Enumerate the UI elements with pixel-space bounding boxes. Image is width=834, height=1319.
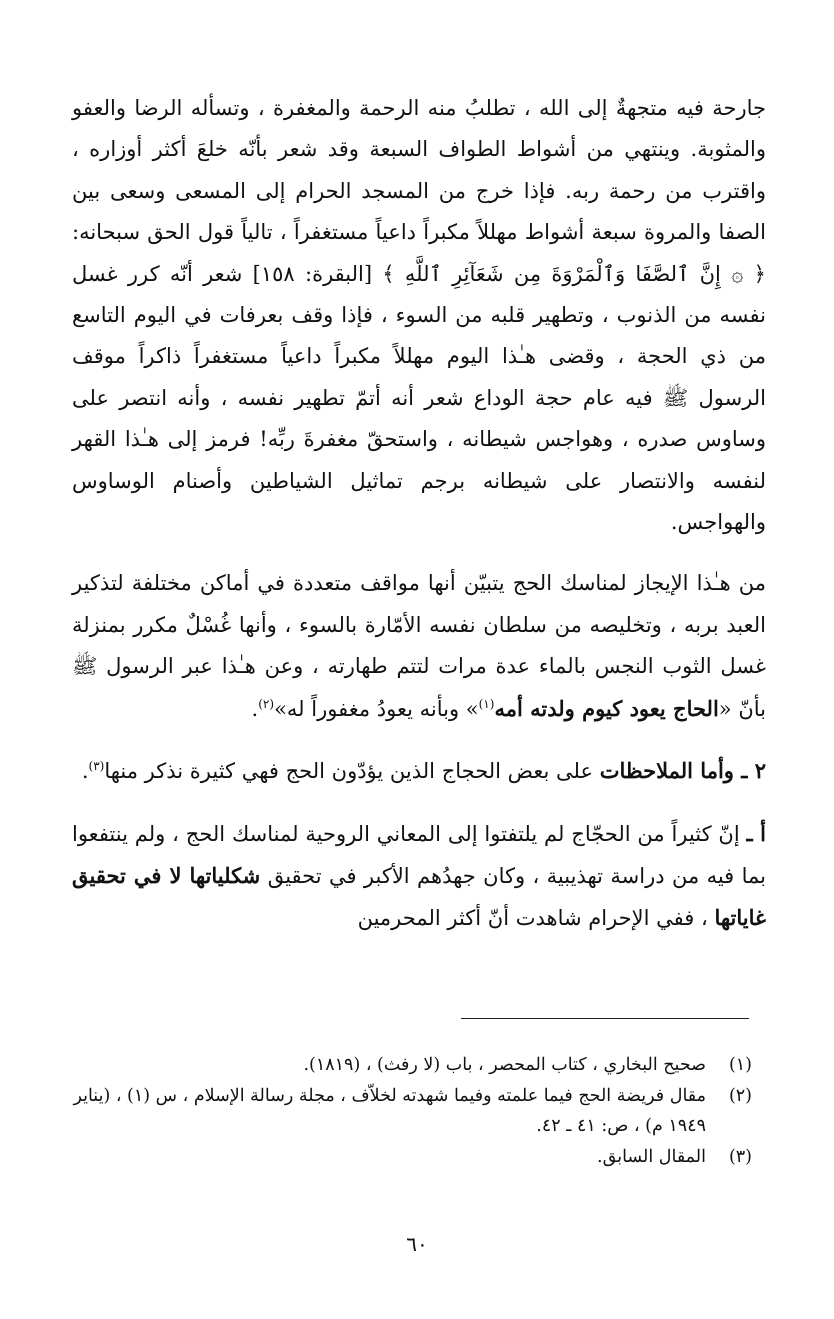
footnote-1 xyxy=(72,1050,752,1081)
paragraph-hajj-rites xyxy=(72,88,766,543)
paragraph-point-a xyxy=(72,813,766,940)
footnote-number: (٢) xyxy=(728,1085,752,1106)
footnote-number: (٣) xyxy=(728,1146,752,1167)
footnote-2 xyxy=(72,1081,752,1142)
footnote-text: صحيح البخاري ، كتاب المحصر ، باب (لا رفث) ، (١٨١٩). xyxy=(303,1055,706,1075)
footnote-ref-3[interactable]: (٣) xyxy=(88,759,105,774)
page-number: ٦٠ xyxy=(406,1232,428,1256)
paragraph-text: إنّ كثيراً من الحجّاج لم يلتفتوا إلى المعاني الروحية لمناسك الحج ، ولم ينتفعوا بما فيه من دراسة تهذيبية ، وكان جهدُهم الأكبر في تحقيق xyxy=(72,821,766,888)
paragraph-end: . xyxy=(251,696,259,721)
footnote-3 xyxy=(72,1142,752,1173)
paragraph-observations xyxy=(72,750,766,792)
paragraph-text: جارحة فيه متجهةٌ إلى الله ، تطلبُ منه الرحمة والمغفرة ، وتسأله الرضا والعفو والمثوبة. وينتهي من أشواط الطواف السبعة وقد شعر بأنّه خلعَ أكثر أوزاره ، واقترب من رحمة ربه. فإذا خرج من المسجد الحرام إلى المسعى وسعى بين الصفا والمروة سبعة أشواط مهللاً مكبراً داعياً مستغفراً ، تالياً قول الحق سبحانه: ﴿ ۞ إِنَّ ٱلصَّفَا وَٱلْمَرْوَةَ مِن شَعَآئِرِ ٱللَّهِ ﴾ [البقرة: ١٥٨] شعر أنّه كرر غسل نفسه من الذنوب ، وتطهير قلبه من السوء ، فإذا وقف بعرفات في اليوم التاسع من ذي الحجة ، وقضى هـٰذا اليوم مهللاً مكبراً داعياً مستغفراً ذاكراً موقف الرسول ﷺ فيه عام حجة الوداع شعر أنه أتمّ تطهير نفسه ، وأنه انتصر على وساوس صدره ، وهواجس شيطانه ، واستحقّ مغفرةَ ربِّه! فرمز إلى هـٰذا القهر لنفسه والانتصار على شيطانه برجم تماثيل الشياطين وأصنام الوساوس والهواجس. xyxy=(72,96,766,535)
paragraph-text: » وبأنه يعودُ مغفوراً له» xyxy=(274,696,479,721)
point-label: أ ـ xyxy=(746,820,766,846)
footnote-ref-1[interactable]: (١) xyxy=(478,696,495,711)
footnote-text: المقال السابق. xyxy=(597,1146,706,1167)
section-number: ٢ ـ وأما xyxy=(693,758,766,784)
hadith-quote: الحاج يعود كيوم ولدته أمه xyxy=(494,695,719,721)
footnote-divider xyxy=(461,1018,749,1019)
paragraph-end: . xyxy=(81,759,89,784)
emphasis-text: شكلياتها لا في تحقيق غاياتها xyxy=(72,862,766,931)
footnote-number: (١) xyxy=(728,1055,752,1075)
footnote-ref-2[interactable]: (٢) xyxy=(258,696,275,711)
paragraph-summary xyxy=(72,563,766,730)
paragraph-text: من هـٰذا الإيجاز لمناسك الحج يتبيّن أنها مواقف متعددة في أماكن مختلفة لتذكير العبد بربه ، وتخليصه من سلطان نفسه الأمّارة بالسوء ، وأنها غُسْلٌ مكرر بمنزلة غسل الثوب النجس بالماء عدة مرات لتتم طهارته ، وعن هـٰذا عبر الرسول ﷺ بأنّ « xyxy=(72,571,766,721)
footnote-text: مقال فريضة الحج فيما علمته وفيما شهدته لخلاّف ، مجلة رسالة الإسلام ، س (١) ، (يناير ١٩٤٩ م) ، ص: ٤١ ـ ٤٢. xyxy=(73,1085,706,1136)
paragraph-text: على بعض الحجاج الذين يؤدّون الحج فهي كثيرة نذكر منها xyxy=(104,759,600,784)
main-text xyxy=(72,88,766,940)
paragraph-text: ، ففي الإحرام شاهدت أنّ أكثر المحرمين xyxy=(357,906,715,931)
section-heading-observations: الملاحظات xyxy=(599,758,693,784)
footnotes xyxy=(72,1050,752,1172)
